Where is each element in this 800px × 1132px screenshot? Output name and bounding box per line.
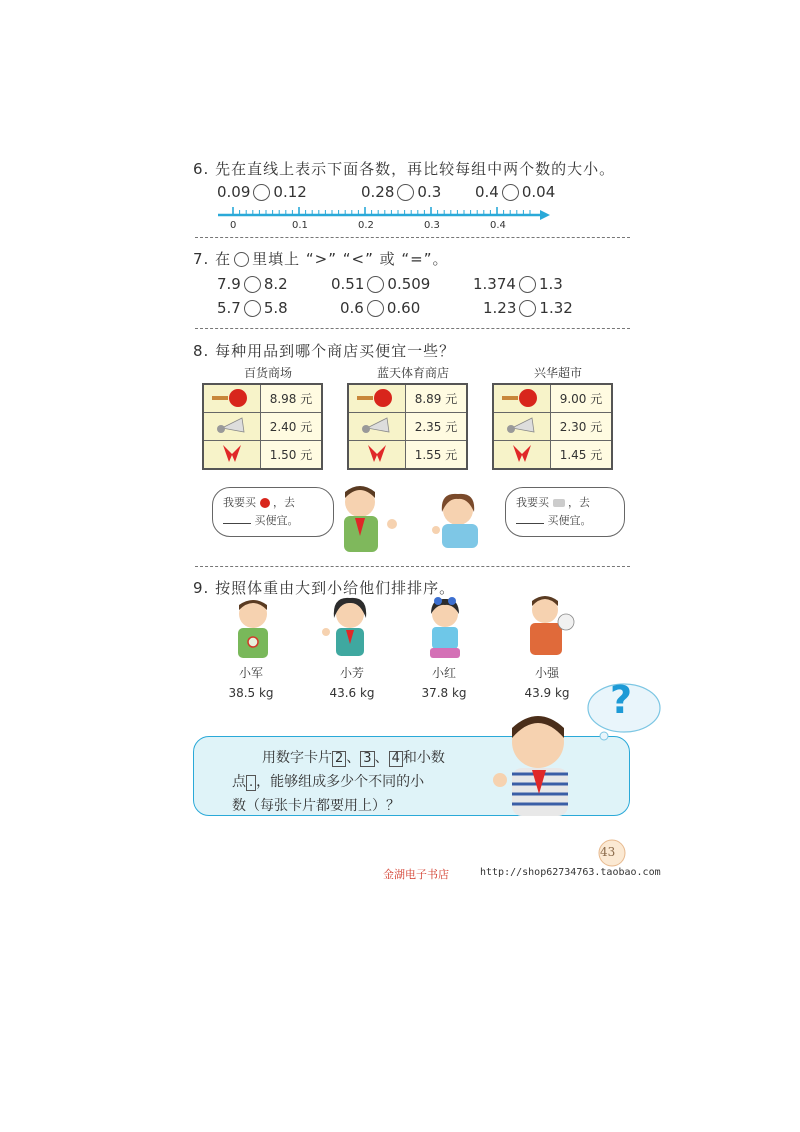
question-mark-icon: ?	[610, 678, 633, 722]
speech-bubble-left	[212, 487, 334, 537]
q7-suffix: 里填上 “>” “<” 或 “=”。	[252, 250, 449, 268]
price-scarf-1: 1.50 元	[261, 441, 323, 470]
q6-compare-circle-3[interactable]	[502, 184, 519, 201]
q6-a3: 0.4	[475, 183, 499, 201]
girl-illustration	[428, 490, 498, 550]
q7-b3: 1.3	[538, 275, 563, 293]
paddle-icon	[348, 384, 406, 413]
q7-b2: 0.509	[387, 275, 431, 293]
bubble-left-text-c: 买便宜。	[254, 514, 299, 527]
kid-name-4: 小强	[534, 666, 559, 680]
paddle-icon	[493, 384, 551, 413]
shop-name-1: 百货商场	[243, 366, 292, 380]
q7-compare-circle-3[interactable]	[519, 276, 536, 293]
tick-label-0.4: 0.4	[490, 220, 506, 231]
divider-2	[195, 328, 630, 329]
scarf-icon	[203, 441, 261, 470]
kid-xiaojun-illustration	[228, 596, 278, 660]
kid-xiaoqiang-illustration	[520, 592, 580, 660]
bubble-right-text-b: ，去	[568, 496, 590, 509]
kid-xiaohong-illustration	[420, 594, 470, 662]
q7-a2: 0.51	[331, 275, 365, 293]
shop-table-3	[492, 383, 613, 470]
q7-b5: 0.60	[386, 299, 421, 317]
kid-name-2: 小芳	[339, 666, 364, 680]
q8-title: 8. 每种用品到哪个商店买便宜一些？	[193, 342, 456, 360]
decimal-point-card: .	[246, 775, 256, 791]
q7-a1: 7.9	[217, 275, 241, 293]
blank-line[interactable]	[516, 523, 544, 524]
q6-b2: 0.3	[417, 183, 442, 201]
price-paddle-2: 8.89 元	[406, 384, 468, 413]
q9-title: 9. 按照体重由大到小给他们排排序。	[193, 579, 456, 597]
shop-table-2	[347, 383, 468, 470]
q7-compare-circle-6[interactable]	[519, 300, 536, 317]
price-scarf-2: 1.55 元	[406, 441, 468, 470]
tick-label-0: 0	[230, 220, 237, 231]
puzzle-text-5: 数（每张卡片都要用上）？	[232, 798, 400, 814]
puzzle-sep-2: 、	[374, 750, 389, 766]
scarf-icon	[493, 441, 551, 470]
q7-a4: 5.7	[217, 299, 241, 317]
q7-a6: 1.23	[483, 299, 517, 317]
q7-b6: 1.32	[539, 299, 573, 317]
shuttlecock-icon	[553, 499, 565, 507]
q7-pair-4	[217, 299, 288, 317]
bubble-right-text-a: 我要买	[516, 496, 549, 509]
q7-pair-6	[483, 299, 573, 317]
q7-compare-circle-1[interactable]	[244, 276, 261, 293]
scarf-icon	[348, 441, 406, 470]
tick-label-0.3: 0.3	[424, 220, 440, 231]
bubble-right-text-c: 买便宜。	[547, 514, 592, 527]
puzzle-text-2: 和小数	[402, 750, 445, 766]
kid-weight-2: 43.6 kg	[329, 686, 375, 700]
puzzle-text	[232, 746, 522, 818]
q7-prefix: 7. 在	[193, 250, 232, 268]
q7-compare-circle-4[interactable]	[244, 300, 261, 317]
bubble-left-text-a: 我要买	[223, 496, 256, 509]
q7-compare-circle-2[interactable]	[367, 276, 384, 293]
q6-a1: 0.09	[217, 183, 251, 201]
shop-name-2: 蓝天体育商店	[376, 366, 449, 380]
q7-pair-1	[217, 275, 288, 293]
kid-weight-4: 43.9 kg	[524, 686, 570, 700]
q6-compare-circle-1[interactable]	[253, 184, 270, 201]
blank-line[interactable]	[223, 523, 251, 524]
tick-label-0.1: 0.1	[292, 220, 308, 231]
digit-card-4: 4	[389, 751, 403, 767]
bubble-left-text-b: ，去	[273, 496, 295, 509]
q7-a5: 0.6	[340, 299, 364, 317]
paddle-icon	[260, 498, 270, 508]
digit-card-3: 3	[360, 751, 374, 767]
price-shuttle-2: 2.35 元	[406, 413, 468, 441]
divider-1	[195, 237, 630, 238]
price-paddle-1: 8.98 元	[261, 384, 323, 413]
circle-icon	[234, 252, 249, 267]
q6-pair-3	[475, 183, 555, 201]
price-shuttle-1: 2.40 元	[261, 413, 323, 441]
divider-3	[195, 566, 630, 567]
thinking-boy-illustration	[488, 708, 584, 818]
kid-name-1: 小军	[238, 666, 263, 680]
kid-weight-1: 38.5 kg	[228, 686, 274, 700]
q7-title	[193, 248, 449, 269]
q7-compare-circle-5[interactable]	[367, 300, 384, 317]
kid-name-3: 小红	[431, 666, 456, 680]
shop-table-1	[202, 383, 323, 470]
shop-name-3: 兴华超市	[533, 366, 582, 380]
footer-store: 金湖电子书店	[383, 868, 449, 881]
shuttlecock-icon	[493, 413, 551, 441]
price-scarf-3: 1.45 元	[551, 441, 613, 470]
q6-b3: 0.04	[521, 183, 556, 201]
q6-compare-circle-2[interactable]	[397, 184, 414, 201]
kid-xiaofang-illustration	[320, 594, 380, 660]
boy-illustration	[330, 482, 410, 558]
q7-b1: 8.2	[263, 275, 288, 293]
puzzle-sep-1: 、	[346, 750, 361, 766]
shuttlecock-icon	[348, 413, 406, 441]
q6-b1: 0.12	[273, 183, 307, 201]
tick-label-0.2: 0.2	[358, 220, 374, 231]
speech-bubble-right	[505, 487, 625, 537]
price-shuttle-3: 2.30 元	[551, 413, 613, 441]
page-number: 43	[600, 845, 616, 859]
q7-pair-3	[473, 275, 563, 293]
price-paddle-3: 9.00 元	[551, 384, 613, 413]
q6-pair-2	[361, 183, 441, 201]
kid-weight-3: 37.8 kg	[421, 686, 467, 700]
puzzle-text-4: ，能够组成多少个不同的小	[256, 774, 425, 790]
q7-b4: 5.8	[263, 299, 288, 317]
q6-a2: 0.28	[361, 183, 395, 201]
q7-pair-5	[340, 299, 420, 317]
puzzle-text-3: 点	[232, 774, 246, 790]
q7-pair-2	[331, 275, 430, 293]
q6-title: 6. 先在直线上表示下面各数，再比较每组中两个数的大小。	[193, 160, 616, 178]
puzzle-text-1: 用数字卡片	[262, 750, 332, 766]
q7-a3: 1.374	[473, 275, 516, 293]
digit-card-2: 2	[332, 751, 346, 767]
q6-pair-1	[217, 183, 307, 201]
footer-url[interactable]: http://shop62734763.taobao.com	[480, 867, 661, 878]
paddle-icon	[203, 384, 261, 413]
shuttlecock-icon	[203, 413, 261, 441]
